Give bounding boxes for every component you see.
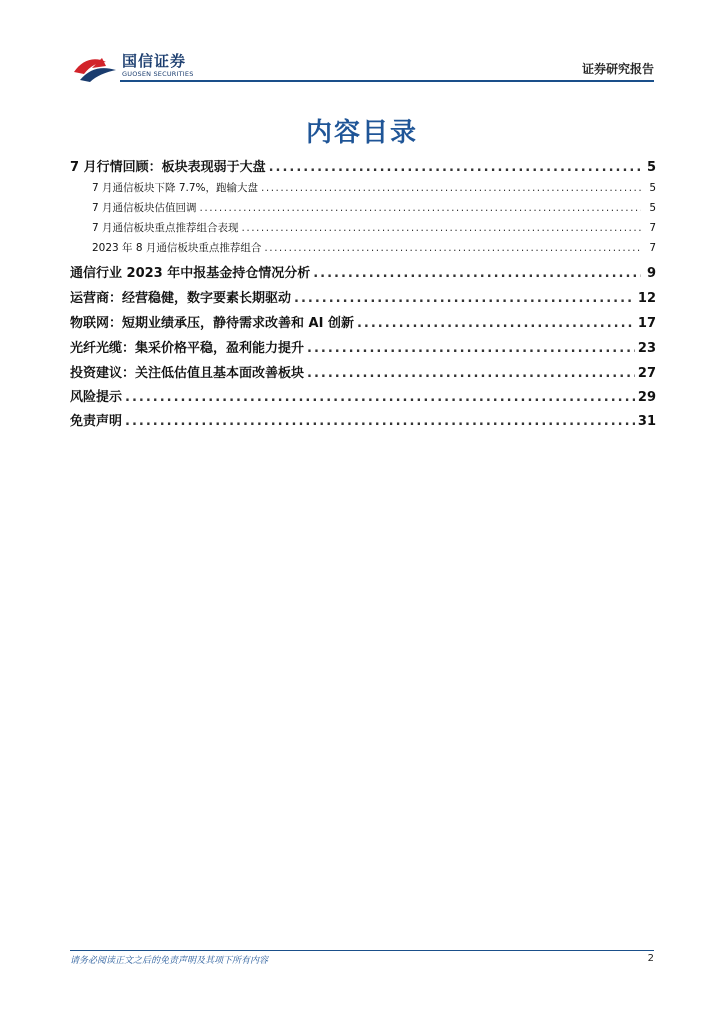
toc-leader-dots xyxy=(269,160,641,175)
toc-leader-dots xyxy=(125,390,635,405)
toc-leader-dots xyxy=(307,341,635,356)
toc-entry-text: 运营商：经营稳健，数字要素长期驱动 xyxy=(70,291,292,306)
logo-english-name: GUOSEN SECURITIES xyxy=(122,70,194,78)
toc-title: 内容目录 xyxy=(305,118,418,148)
page-number: 2 xyxy=(647,953,654,964)
toc-entry-text: 光纤光缆：集采价格平稳，盈利能力提升 xyxy=(70,341,305,356)
toc-entry[interactable] xyxy=(70,410,656,429)
toc-entry-text: 7 月行情回顾：板块表现弱于大盘 xyxy=(70,160,266,175)
footer-divider xyxy=(70,950,654,951)
toc-entry-page: 5 xyxy=(646,160,656,175)
toc-entry-text: 风险提示 xyxy=(70,390,123,405)
toc-entry[interactable] xyxy=(70,337,656,356)
toc-entry-text: 免责声明 xyxy=(70,414,123,429)
toc-entry[interactable] xyxy=(70,362,656,381)
toc-entry-text: 物联网：短期业绩承压，静待需求改善和 AI 创新 xyxy=(70,316,354,331)
toc-leader-dots xyxy=(357,316,635,331)
toc-entry-text: 7 月通信板块重点推荐组合表现 xyxy=(92,222,239,234)
toc-leader-dots xyxy=(307,366,635,381)
toc-entry-page: 12 xyxy=(637,291,656,306)
toc-leader-dots xyxy=(125,414,635,429)
toc-entry-page: 9 xyxy=(646,266,656,281)
toc-entry-page: 23 xyxy=(637,341,656,356)
toc-entry-page: 27 xyxy=(637,366,656,381)
toc-entry[interactable] xyxy=(70,220,656,235)
disclaimer-note: 请务必阅读正文之后的免责声明及其项下所有内容 xyxy=(70,956,269,966)
report-type-label: 证券研究报告 xyxy=(581,62,654,76)
toc-entry-page: 7 xyxy=(649,242,656,254)
toc-entry-text: 2023 年 8 月通信板块重点推荐组合 xyxy=(92,242,262,254)
toc-leader-dots xyxy=(313,266,641,281)
toc-entry-text: 7 月通信板块估值回调 xyxy=(92,202,197,214)
guosen-logo-icon xyxy=(72,52,118,84)
toc-entry-text: 通信行业 2023 年中报基金持仓情况分析 xyxy=(70,266,311,281)
toc-entry[interactable] xyxy=(70,312,656,331)
toc-leader-dots xyxy=(242,222,641,234)
toc-entry-page: 7 xyxy=(649,222,656,234)
page-header xyxy=(0,0,724,90)
toc-entry-page: 17 xyxy=(637,316,656,331)
toc-leader-dots xyxy=(200,202,641,214)
logo-chinese-name: 国信证券 xyxy=(122,52,187,70)
toc-entry[interactable] xyxy=(70,240,656,255)
toc-entry-text: 投资建议：关注低估值且基本面改善板块 xyxy=(70,366,305,381)
header-divider xyxy=(120,80,654,82)
toc-leader-dots xyxy=(264,242,641,254)
toc-entry[interactable] xyxy=(70,156,656,175)
toc-entry-page: 5 xyxy=(649,202,656,214)
toc-leader-dots xyxy=(294,291,635,306)
toc-entry[interactable] xyxy=(70,287,656,306)
toc-entry-text: 7 月通信板块下降 7.7%，跑输大盘 xyxy=(92,182,259,194)
toc-entry[interactable] xyxy=(70,200,656,215)
toc-leader-dots xyxy=(261,182,641,194)
toc-entry[interactable] xyxy=(70,262,656,281)
toc-entry-page: 5 xyxy=(649,182,656,194)
toc-entry[interactable] xyxy=(70,386,656,405)
toc-entry-page: 29 xyxy=(637,390,656,405)
toc-entry-page: 31 xyxy=(637,414,656,429)
toc-entry[interactable] xyxy=(70,180,656,195)
